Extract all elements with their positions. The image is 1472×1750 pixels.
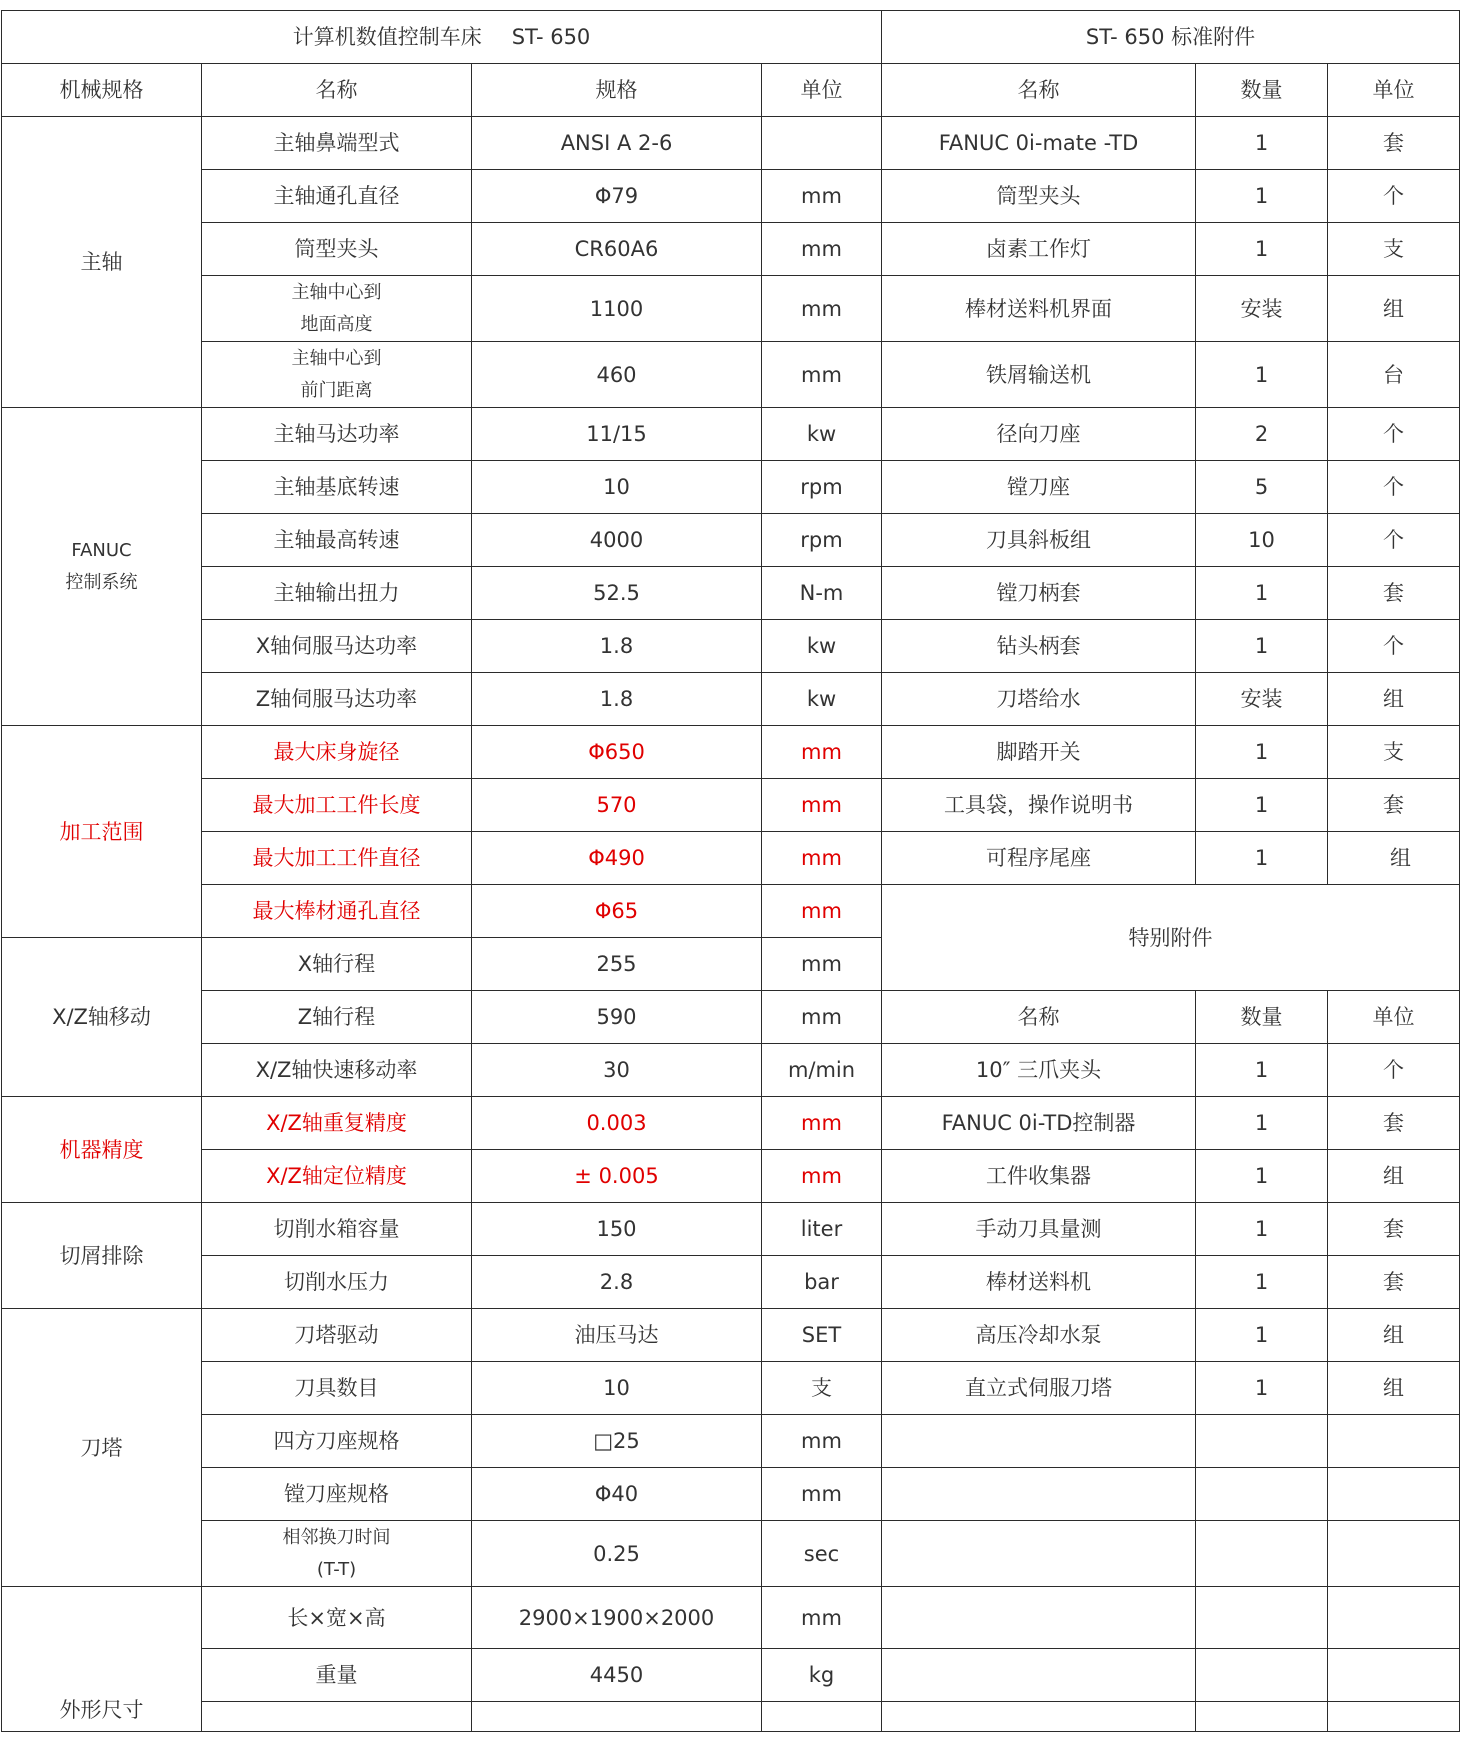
spec-unit: mm: [762, 991, 882, 1044]
special-acc-qty: 1: [1196, 1362, 1328, 1415]
spec-unit: bar: [762, 1256, 882, 1309]
empty-cell: [762, 1702, 882, 1732]
col-header-acc-qty: 数量: [1196, 64, 1328, 117]
spec-value: 590: [472, 991, 762, 1044]
category-accuracy: 机器精度: [2, 1097, 202, 1203]
spec-name: 筒型夹头: [202, 223, 472, 276]
spec-value: 1.8: [472, 620, 762, 673]
spec-name: 最大加工工件直径: [202, 832, 472, 885]
empty-cell: [472, 1702, 762, 1732]
acc-name: 工具袋，操作说明书: [882, 779, 1196, 832]
spec-value: 570: [472, 779, 762, 832]
spec-value: 2900×1900×2000: [472, 1587, 762, 1649]
acc-qty: 10: [1196, 514, 1328, 567]
empty-cell: [1328, 1415, 1460, 1468]
special-acc-qty: 1: [1196, 1150, 1328, 1203]
acc-unit: 套: [1328, 567, 1460, 620]
category-turret: 刀塔: [2, 1309, 202, 1587]
acc-qty: 1: [1196, 567, 1328, 620]
col-header-acc-name: 名称: [882, 64, 1196, 117]
category-spindle: 主轴: [2, 117, 202, 408]
category-fanuc: [2, 408, 202, 726]
acc-qty: 1: [1196, 779, 1328, 832]
spec-unit: m/min: [762, 1044, 882, 1097]
spec-value: 0.25: [472, 1521, 762, 1587]
acc-qty: 1: [1196, 223, 1328, 276]
acc-unit: 套: [1328, 779, 1460, 832]
spec-name: [202, 342, 472, 408]
acc-name: FANUC 0i-mate -TD: [882, 117, 1196, 170]
spec-unit: mm: [762, 885, 882, 938]
spec-name: 主轴马达功率: [202, 408, 472, 461]
acc-name: 脚踏开关: [882, 726, 1196, 779]
spec-name: Z轴行程: [202, 991, 472, 1044]
special-acc-unit: 个: [1328, 1044, 1460, 1097]
spec-unit: mm: [762, 832, 882, 885]
special-acc-name: 直立式伺服刀塔: [882, 1362, 1196, 1415]
special-col-header-unit: 单位: [1328, 991, 1460, 1044]
spec-name: 切削水箱容量: [202, 1203, 472, 1256]
spec-unit: mm: [762, 170, 882, 223]
spec-name-line: 前门距离: [300, 379, 373, 401]
spec-name-line: 主轴中心到: [291, 347, 382, 369]
spec-unit: N-m: [762, 567, 882, 620]
spec-unit: liter: [762, 1203, 882, 1256]
spec-name-line: 地面高度: [300, 313, 373, 335]
empty-cell: [202, 1702, 472, 1732]
category-fanuc-line2: 控制系统: [65, 571, 138, 593]
spec-unit: mm: [762, 1097, 882, 1150]
special-acc-name: FANUC 0i-TD控制器: [882, 1097, 1196, 1150]
spec-value: 30: [472, 1044, 762, 1097]
spec-value: ± 0.005: [472, 1150, 762, 1203]
spec-unit: mm: [762, 1587, 882, 1649]
acc-name: 刀塔给水: [882, 673, 1196, 726]
spec-name: 主轴通孔直径: [202, 170, 472, 223]
col-header-spec: 规格: [472, 64, 762, 117]
spec-value: 2.8: [472, 1256, 762, 1309]
spec-unit: kw: [762, 620, 882, 673]
spec-name: 主轴鼻端型式: [202, 117, 472, 170]
col-header-unit: 单位: [762, 64, 882, 117]
spec-unit: SET: [762, 1309, 882, 1362]
spec-unit: mm: [762, 342, 882, 408]
spec-name-line: 主轴中心到: [291, 281, 382, 303]
acc-name: 镗刀座: [882, 461, 1196, 514]
special-acc-qty: 1: [1196, 1256, 1328, 1309]
empty-cell: [882, 1649, 1196, 1702]
acc-qty: 2: [1196, 408, 1328, 461]
spec-name: 主轴输出扭力: [202, 567, 472, 620]
spec-unit: mm: [762, 276, 882, 342]
col-header-acc-unit: 单位: [1328, 64, 1460, 117]
acc-unit: 个: [1328, 514, 1460, 567]
empty-cell: [882, 1521, 1196, 1587]
spec-name: 长×宽×高: [202, 1587, 472, 1649]
empty-cell: [1328, 1649, 1460, 1702]
special-acc-unit: 套: [1328, 1097, 1460, 1150]
acc-name: 卤素工作灯: [882, 223, 1196, 276]
spec-name: X/Z轴快速移动率: [202, 1044, 472, 1097]
spec-name: 主轴基底转速: [202, 461, 472, 514]
spec-value: 1100: [472, 276, 762, 342]
acc-qty: 安装: [1196, 276, 1328, 342]
empty-cell: [882, 1587, 1196, 1649]
spec-name-line: 相邻换刀时间: [282, 1526, 391, 1548]
special-col-header-name: 名称: [882, 991, 1196, 1044]
spec-value: 4450: [472, 1649, 762, 1702]
acc-name: 刀具斜板组: [882, 514, 1196, 567]
col-header-name: 名称: [202, 64, 472, 117]
acc-qty: 1: [1196, 832, 1328, 885]
spec-name: 镗刀座规格: [202, 1468, 472, 1521]
empty-cell: [882, 1468, 1196, 1521]
special-acc-qty: 1: [1196, 1044, 1328, 1097]
empty-cell: [1196, 1649, 1328, 1702]
acc-name: 铁屑输送机: [882, 342, 1196, 408]
spec-value: □25: [472, 1415, 762, 1468]
spec-value: Φ79: [472, 170, 762, 223]
acc-qty: 1: [1196, 342, 1328, 408]
acc-qty: 1: [1196, 726, 1328, 779]
spec-unit: mm: [762, 779, 882, 832]
spec-value: CR60A6: [472, 223, 762, 276]
spec-unit: kw: [762, 673, 882, 726]
spec-value: Φ650: [472, 726, 762, 779]
spec-unit: mm: [762, 1150, 882, 1203]
acc-unit: 套: [1328, 117, 1460, 170]
special-acc-name: 高压冷却水泵: [882, 1309, 1196, 1362]
acc-unit: 个: [1328, 620, 1460, 673]
spec-unit: rpm: [762, 461, 882, 514]
spec-name: 最大加工工件长度: [202, 779, 472, 832]
machine-model: ST- 650: [511, 25, 591, 49]
acc-unit: 个: [1328, 461, 1460, 514]
spec-table: [1, 10, 1460, 1732]
spec-value: 255: [472, 938, 762, 991]
spec-name: Z轴伺服马达功率: [202, 673, 472, 726]
special-accessories-title: 特别附件: [882, 885, 1460, 991]
special-acc-unit: 组: [1328, 1150, 1460, 1203]
special-acc-qty: 1: [1196, 1097, 1328, 1150]
spec-value: Φ490: [472, 832, 762, 885]
empty-cell: [1196, 1587, 1328, 1649]
acc-qty: 1: [1196, 117, 1328, 170]
empty-cell: [1196, 1702, 1328, 1732]
spec-name: 最大床身旋径: [202, 726, 472, 779]
special-acc-name: 10″ 三爪夹头: [882, 1044, 1196, 1097]
spec-name-line: (T-T): [316, 1558, 357, 1580]
acc-name: 棒材送料机界面: [882, 276, 1196, 342]
spec-name: 重量: [202, 1649, 472, 1702]
empty-cell: [882, 1702, 1196, 1732]
spec-value: 0.003: [472, 1097, 762, 1150]
spec-unit: sec: [762, 1521, 882, 1587]
spec-name: [202, 1521, 472, 1587]
spec-name: 主轴最高转速: [202, 514, 472, 567]
acc-unit: 台: [1328, 342, 1460, 408]
category-dims: 外形尺寸: [2, 1587, 202, 1732]
spec-name: 四方刀座规格: [202, 1415, 472, 1468]
category-xz: X/Z轴移动: [2, 938, 202, 1097]
acc-qty: 1: [1196, 170, 1328, 223]
spec-value: 150: [472, 1203, 762, 1256]
spec-unit: [762, 117, 882, 170]
spec-name: X轴行程: [202, 938, 472, 991]
acc-qty: 安装: [1196, 673, 1328, 726]
acc-name: 钻头柄套: [882, 620, 1196, 673]
spec-name: 最大棒材通孔直径: [202, 885, 472, 938]
special-acc-unit: 套: [1328, 1203, 1460, 1256]
acc-unit: 组: [1328, 832, 1460, 885]
acc-unit: 个: [1328, 170, 1460, 223]
spec-unit: mm: [762, 938, 882, 991]
spec-value: 460: [472, 342, 762, 408]
spec-name: [202, 276, 472, 342]
spec-value: 4000: [472, 514, 762, 567]
spec-value: ANSI A 2-6: [472, 117, 762, 170]
acc-name: 筒型夹头: [882, 170, 1196, 223]
acc-unit: 支: [1328, 223, 1460, 276]
empty-cell: [1196, 1415, 1328, 1468]
spec-name: 切削水压力: [202, 1256, 472, 1309]
empty-cell: [1328, 1587, 1460, 1649]
spec-name: X/Z轴重复精度: [202, 1097, 472, 1150]
acc-name: 径向刀座: [882, 408, 1196, 461]
machine-title-cell: [2, 11, 882, 64]
empty-cell: [1328, 1521, 1460, 1587]
spec-unit: kw: [762, 408, 882, 461]
spec-value: Φ65: [472, 885, 762, 938]
spec-value: 52.5: [472, 567, 762, 620]
special-acc-unit: 组: [1328, 1362, 1460, 1415]
special-acc-unit: 套: [1328, 1256, 1460, 1309]
empty-cell: [1328, 1468, 1460, 1521]
special-col-header-qty: 数量: [1196, 991, 1328, 1044]
special-acc-name: 棒材送料机: [882, 1256, 1196, 1309]
spec-value: 11/15: [472, 408, 762, 461]
acc-qty: 5: [1196, 461, 1328, 514]
acc-unit: 组: [1328, 673, 1460, 726]
spec-unit: kg: [762, 1649, 882, 1702]
spec-value: Φ40: [472, 1468, 762, 1521]
category-chip: 切屑排除: [2, 1203, 202, 1309]
spec-value: 油压马达: [472, 1309, 762, 1362]
special-acc-qty: 1: [1196, 1309, 1328, 1362]
acc-name: 可程序尾座: [882, 832, 1196, 885]
category-fanuc-line1: FANUC: [71, 539, 132, 561]
col-header-category: 机械规格: [2, 64, 202, 117]
spec-name: 刀具数目: [202, 1362, 472, 1415]
spec-value: 10: [472, 1362, 762, 1415]
spec-value: 10: [472, 461, 762, 514]
empty-cell: [1196, 1521, 1328, 1587]
acc-unit: 个: [1328, 408, 1460, 461]
spec-unit: mm: [762, 1468, 882, 1521]
spec-name: X轴伺服马达功率: [202, 620, 472, 673]
empty-cell: [1328, 1702, 1460, 1732]
spec-unit: mm: [762, 1415, 882, 1468]
spec-unit: mm: [762, 726, 882, 779]
std-accessories-title: ST- 650 标准附件: [882, 11, 1460, 64]
special-acc-name: 工件收集器: [882, 1150, 1196, 1203]
acc-unit: 支: [1328, 726, 1460, 779]
category-range: 加工范围: [2, 726, 202, 938]
spec-unit: rpm: [762, 514, 882, 567]
spec-unit: mm: [762, 223, 882, 276]
acc-qty: 1: [1196, 620, 1328, 673]
special-acc-unit: 组: [1328, 1309, 1460, 1362]
spec-name: X/Z轴定位精度: [202, 1150, 472, 1203]
acc-unit: 组: [1328, 276, 1460, 342]
spec-name: 刀塔驱动: [202, 1309, 472, 1362]
empty-cell: [882, 1415, 1196, 1468]
special-acc-qty: 1: [1196, 1203, 1328, 1256]
special-acc-name: 手动刀具量测: [882, 1203, 1196, 1256]
empty-cell: [1196, 1468, 1328, 1521]
machine-title: 计算机数值控制车床: [292, 25, 482, 49]
spec-value: 1.8: [472, 673, 762, 726]
spec-unit: 支: [762, 1362, 882, 1415]
acc-name: 镗刀柄套: [882, 567, 1196, 620]
